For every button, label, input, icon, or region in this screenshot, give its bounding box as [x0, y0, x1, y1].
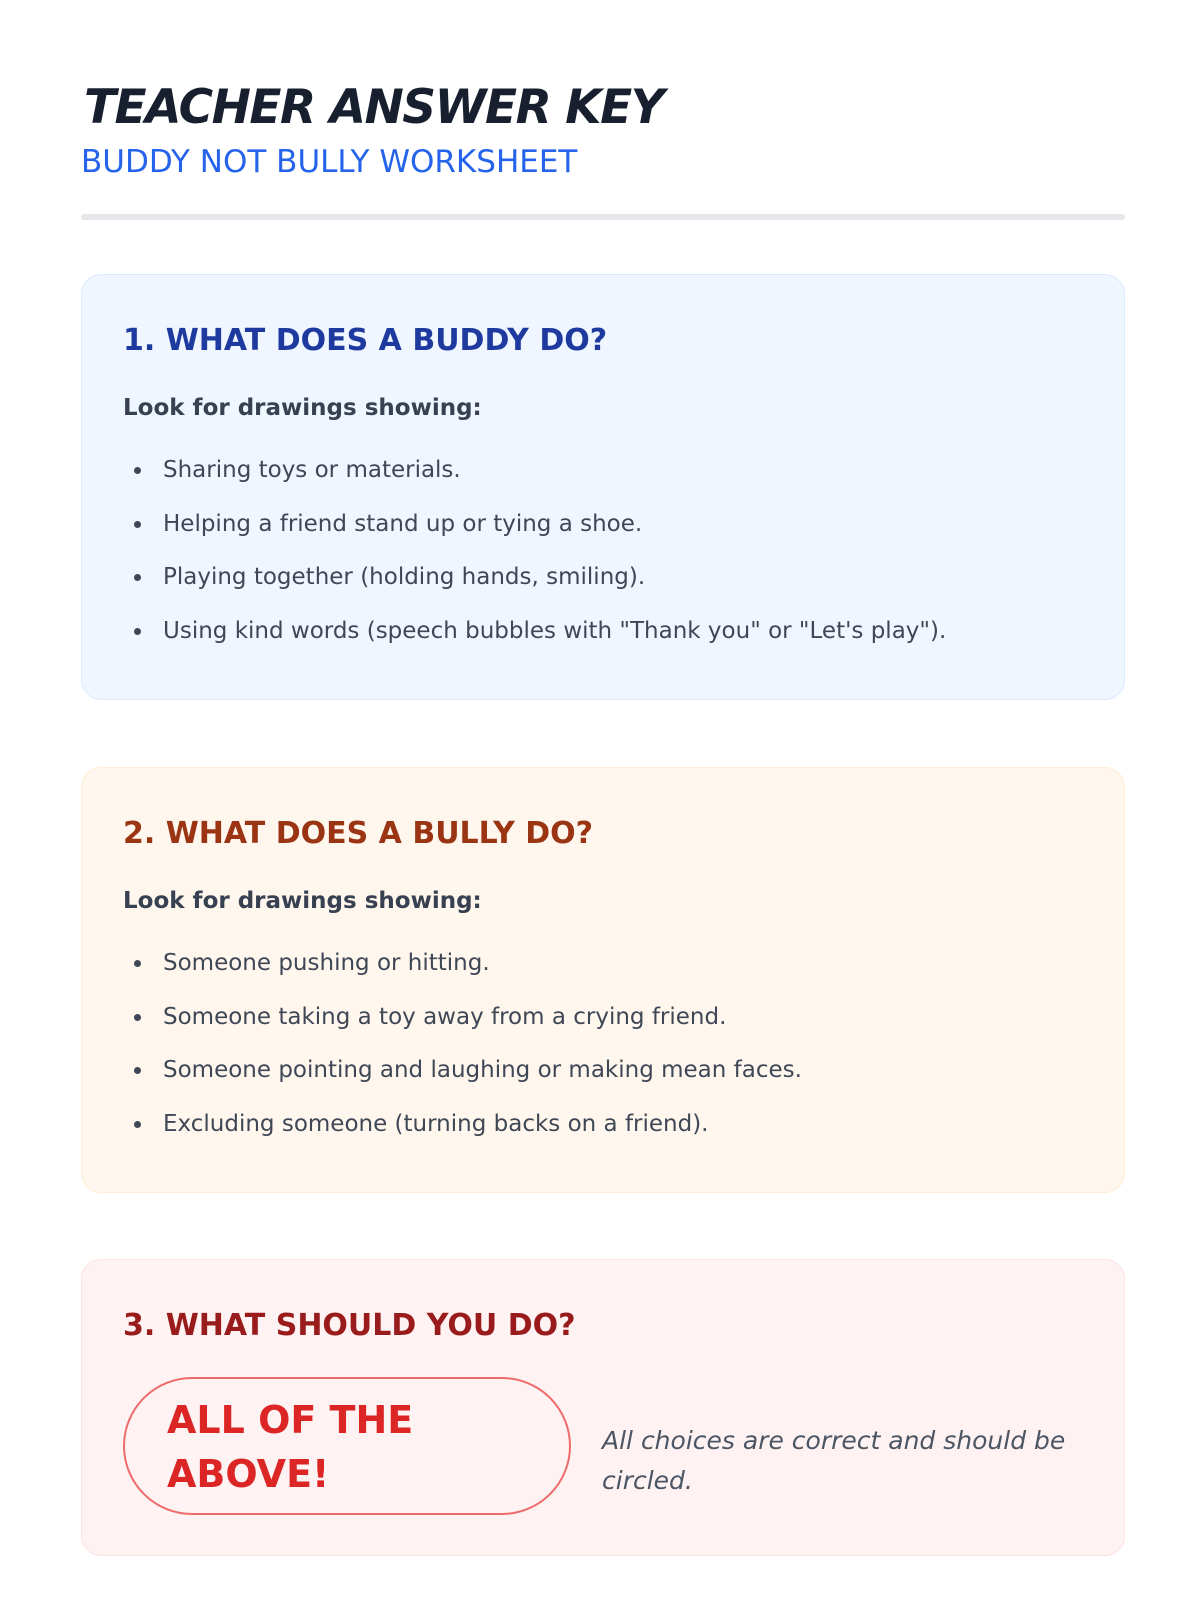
list-item: Playing together (holding hands, smiling).: [123, 562, 946, 616]
header-divider: [81, 214, 1125, 220]
buddy-section: [81, 274, 1125, 700]
list-item: Someone taking a toy away from a crying friend.: [123, 1002, 802, 1056]
page-title: TEACHER ANSWER KEY: [84, 80, 664, 135]
action-section: [81, 1259, 1125, 1556]
bully-list: [123, 948, 802, 1162]
list-item: Sharing toys or materials.: [123, 455, 946, 509]
answer-note: All choices are correct and should be circled.: [602, 1426, 1066, 1495]
bully-section: [81, 767, 1125, 1193]
list-item: Someone pointing and laughing or making mean faces.: [123, 1055, 802, 1109]
answer-text: ALL OF THE ABOVE!: [167, 1398, 414, 1496]
page-subtitle: BUDDY NOT BULLY WORKSHEET: [81, 144, 578, 180]
bully-section-lead: Look for drawings showing:: [123, 888, 482, 914]
answer-circle: [123, 1377, 571, 1515]
bully-section-heading: 2. WHAT DOES A BULLY DO?: [123, 816, 594, 851]
buddy-section-heading: 1. WHAT DOES A BUDDY DO?: [123, 323, 608, 358]
buddy-section-lead: Look for drawings showing:: [123, 395, 482, 421]
action-section-heading: 3. WHAT SHOULD YOU DO?: [123, 1308, 576, 1343]
list-item: Helping a friend stand up or tying a shoe.: [123, 509, 946, 563]
list-item: Excluding someone (turning backs on a friend).: [123, 1109, 802, 1163]
list-item: Someone pushing or hitting.: [123, 948, 802, 1002]
list-item: Using kind words (speech bubbles with "Thank you" or "Let's play").: [123, 616, 946, 670]
buddy-list: [123, 455, 946, 669]
